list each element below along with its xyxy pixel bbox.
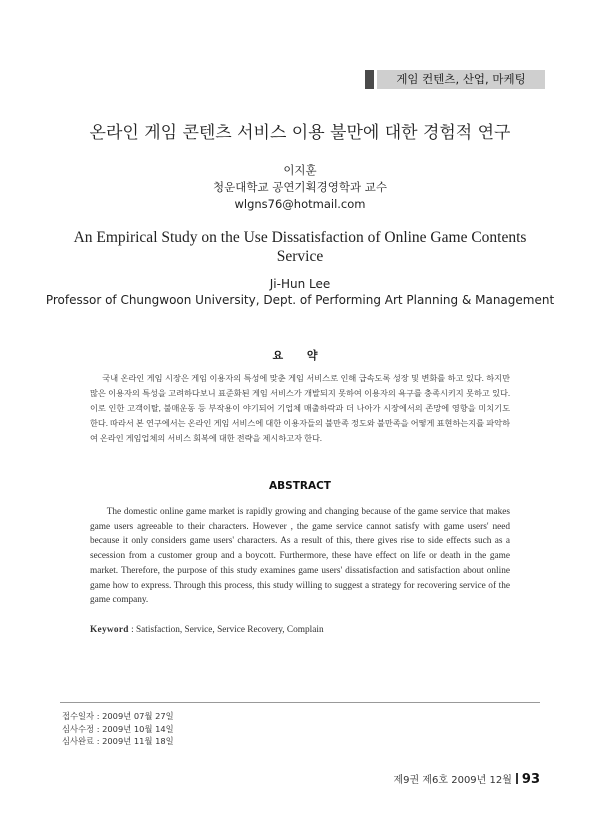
author-name-english: Ji-Hun Lee	[269, 277, 331, 291]
section-tag-label: 게임 컨텐츠, 산업, 마케팅	[377, 70, 545, 89]
footer-separator	[516, 773, 518, 784]
paper-title-english: An Empirical Study on the Use Dissatisfaction of Online Game Contents Service	[73, 229, 527, 265]
author-email: wlgns76@hotmail.com	[234, 197, 366, 211]
author-affiliation-korean: 청운대학교 공연기획경영학과 교수	[213, 180, 387, 194]
author-affiliation-english: Professor of Chungwoon University, Dept. of Performing Art Planning & Management	[45, 293, 555, 307]
abstract-heading: ABSTRACT	[269, 480, 331, 492]
keywords	[90, 625, 510, 635]
section-tag-bar	[365, 70, 374, 89]
keyword-label: Keyword	[90, 625, 129, 635]
keyword-values: : Satisfaction, Service, Service Recovery, Complain	[131, 625, 324, 635]
abstract-body: The domestic online game market is rapidly growing and changing because of the game service that makes game users agreeable to their characters. However , the game service cannot satisfy with game users' need because it only considers game users' characters. As a result of this, there gives rise to side effects such as a secession from a customer group and a boycott. Furthermore, these have effect on life or death in the game market. Therefore, the purpose of this study examines game users' dissatisfaction and satisfaction about online game how to express. Through this process, this study willing to suggest a strategy for recovering service of the game company.	[90, 507, 510, 606]
footnote-divider	[60, 702, 540, 703]
author-name-korean: 이지훈	[283, 163, 317, 177]
summary-korean: 국내 온라인 게임 시장은 게임 이용자의 특성에 맞춘 게임 서비스로 인해 급속도록 성장 및 변화를 하고 있다. 하지만 많은 이용자의 특성을 고려하다보니 표준화된 게임 서비스가 개발되지 못하여 이용자의 욕구를 충족시키지 못하고 있다. 이로 인한 고객이탈, 불매운동 등 부작용이 야기되어 기업체 매출하락과 더 나아가 시장에서의 존망에 영향을 미치기도 한다. 따라서 본 연구에서는 온라인 게임 서비스에 대한 이용자들의 불만족 정도와 불만족을 어떻게 표현하는지를 파악하여 온라인 게임업체의 서비스 회복에 대한 전략을 제시하고자 한다.	[90, 374, 510, 443]
date-received: 접수일자 : 2009년 07월 27일	[62, 711, 174, 721]
page-number: 93	[521, 772, 540, 787]
summary-heading: 요 약	[272, 349, 328, 362]
date-accepted: 심사완료 : 2009년 11월 18일	[62, 736, 174, 746]
date-revised: 심사수정 : 2009년 10월 14일	[62, 723, 174, 734]
section-tag	[365, 70, 545, 89]
submission-dates	[62, 710, 174, 748]
page-footer	[340, 771, 540, 787]
journal-issue: 제9권 제6호 2009년 12월	[393, 775, 512, 786]
paper-title-korean: 온라인 게임 콘텐츠 서비스 이용 불만에 대한 경험적 연구	[89, 123, 511, 143]
